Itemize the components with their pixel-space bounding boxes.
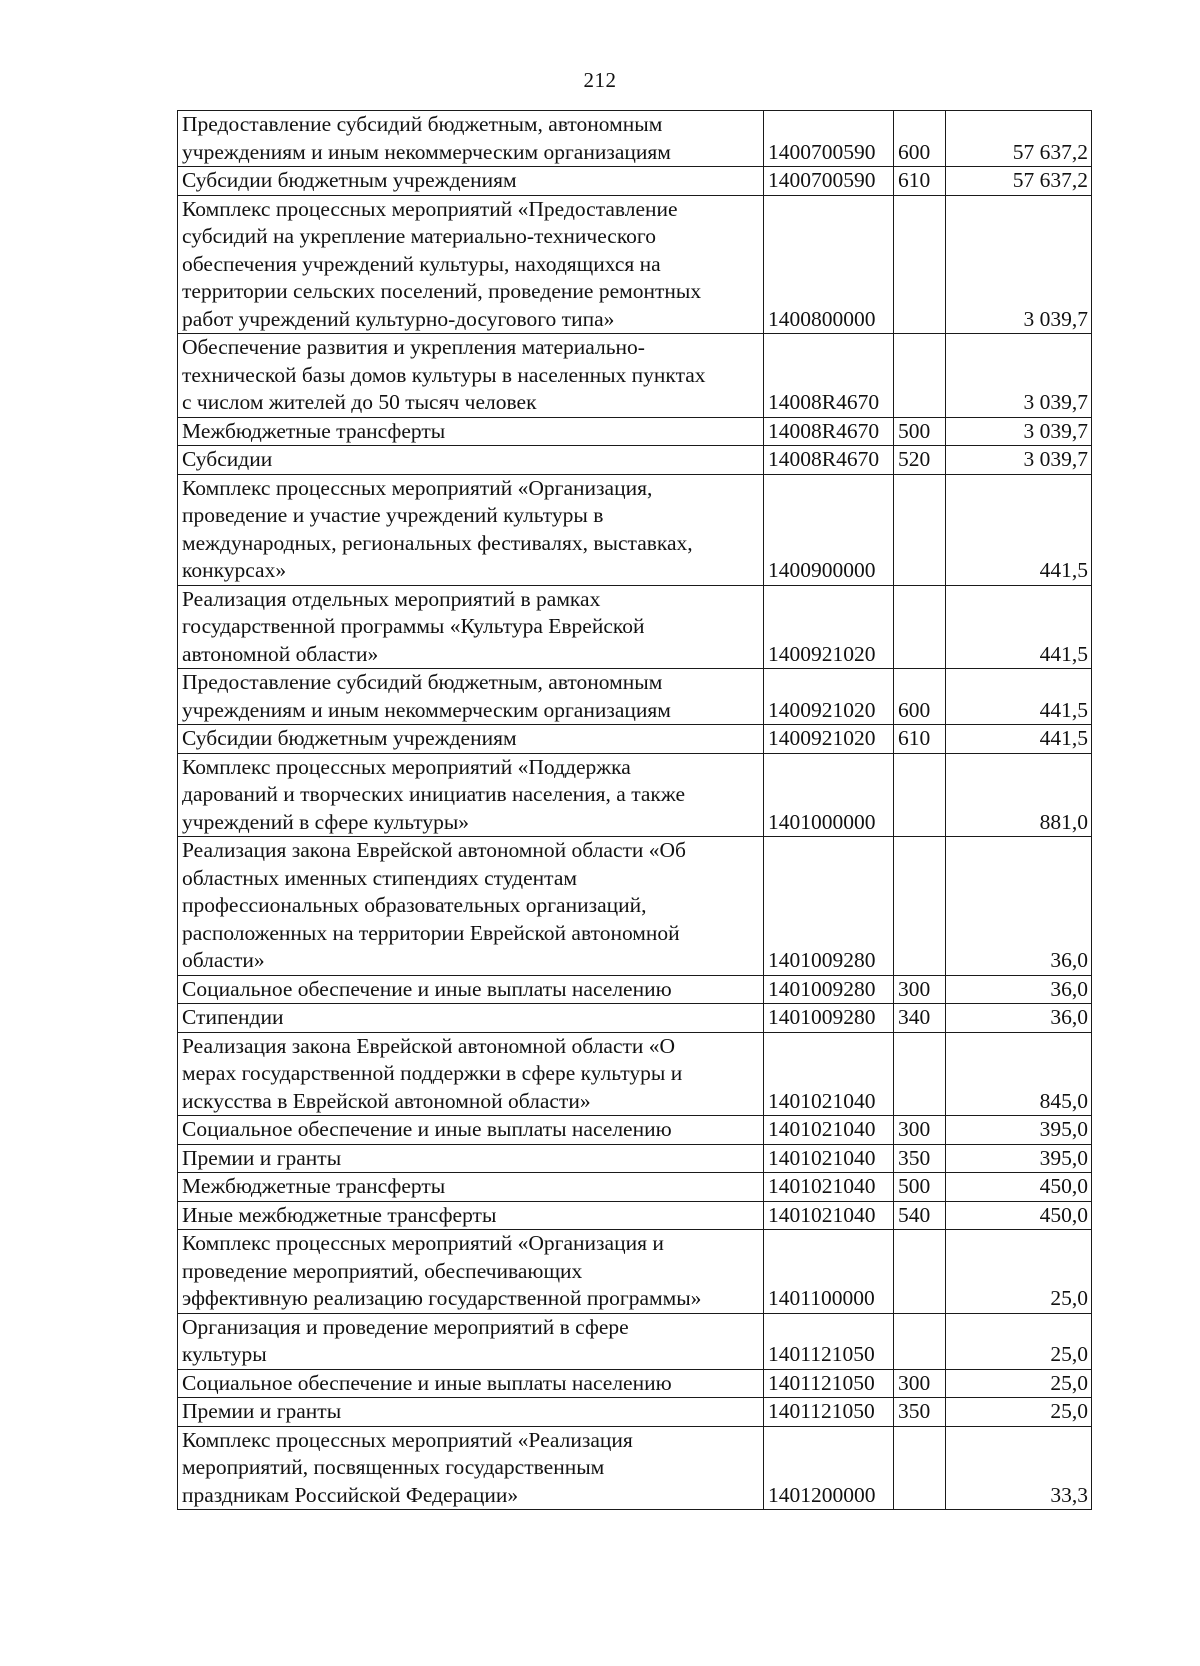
table-row <box>178 417 1092 446</box>
row-expense-type <box>894 1426 946 1510</box>
row-target-code: 1401121050 <box>764 1313 894 1369</box>
row-amount: 3 039,7 <box>946 417 1092 446</box>
row-expense-type: 500 <box>894 1173 946 1202</box>
row-target-code: 1400800000 <box>764 195 894 334</box>
row-expense-type: 540 <box>894 1201 946 1230</box>
row-expense-type: 610 <box>894 725 946 754</box>
row-expense-type <box>894 1313 946 1369</box>
row-target-code: 1400900000 <box>764 474 894 585</box>
row-amount: 881,0 <box>946 753 1092 837</box>
row-name: Комплекс процессных мероприятий «Организация, проведение и участие учреждений культуры в международных, региональных фестивалях, выставках, конкурсах» <box>178 474 764 585</box>
table-row <box>178 669 1092 725</box>
row-name: Предоставление субсидий бюджетным, автономным учреждениям и иным некоммерческим организациям <box>178 669 764 725</box>
row-name: Предоставление субсидий бюджетным, автономным учреждениям и иным некоммерческим организациям <box>178 111 764 167</box>
table-row <box>178 975 1092 1004</box>
row-expense-type: 610 <box>894 167 946 196</box>
row-target-code: 1401021040 <box>764 1144 894 1173</box>
row-amount: 395,0 <box>946 1144 1092 1173</box>
table-row <box>178 1313 1092 1369</box>
table-row <box>178 753 1092 837</box>
table-row <box>178 334 1092 418</box>
row-expense-type <box>894 1230 946 1314</box>
row-amount: 441,5 <box>946 585 1092 669</box>
row-name: Социальное обеспечение и иные выплаты населению <box>178 1369 764 1398</box>
row-name: Субсидии бюджетным учреждениям <box>178 725 764 754</box>
row-target-code: 1400921020 <box>764 725 894 754</box>
row-amount: 845,0 <box>946 1032 1092 1116</box>
row-target-code: 1400700590 <box>764 111 894 167</box>
budget-table-body <box>178 111 1092 1510</box>
row-target-code: 1401021040 <box>764 1201 894 1230</box>
table-row <box>178 1004 1092 1033</box>
row-expense-type: 350 <box>894 1398 946 1427</box>
row-expense-type: 520 <box>894 446 946 475</box>
row-target-code: 1401009280 <box>764 837 894 976</box>
table-row <box>178 1369 1092 1398</box>
row-target-code: 1401000000 <box>764 753 894 837</box>
row-expense-type: 350 <box>894 1144 946 1173</box>
row-amount: 25,0 <box>946 1369 1092 1398</box>
row-name: Иные межбюджетные трансферты <box>178 1201 764 1230</box>
row-target-code: 1400700590 <box>764 167 894 196</box>
row-name: Субсидии бюджетным учреждениям <box>178 167 764 196</box>
row-amount: 450,0 <box>946 1173 1092 1202</box>
row-expense-type: 340 <box>894 1004 946 1033</box>
table-row <box>178 1144 1092 1173</box>
table-row <box>178 474 1092 585</box>
row-amount: 25,0 <box>946 1398 1092 1427</box>
row-name: Организация и проведение мероприятий в сфере культуры <box>178 1313 764 1369</box>
row-name: Стипендии <box>178 1004 764 1033</box>
table-row <box>178 167 1092 196</box>
table-row <box>178 1426 1092 1510</box>
row-expense-type <box>894 1032 946 1116</box>
row-amount: 36,0 <box>946 837 1092 976</box>
row-amount: 57 637,2 <box>946 167 1092 196</box>
row-amount: 3 039,7 <box>946 446 1092 475</box>
row-name: Премии и гранты <box>178 1398 764 1427</box>
row-target-code: 1401009280 <box>764 975 894 1004</box>
row-target-code: 1401200000 <box>764 1426 894 1510</box>
budget-table <box>177 110 1092 1510</box>
row-target-code: 1401021040 <box>764 1032 894 1116</box>
page-number: 212 <box>583 68 617 92</box>
row-expense-type <box>894 195 946 334</box>
row-target-code: 14008R4670 <box>764 446 894 475</box>
row-expense-type <box>894 474 946 585</box>
table-row <box>178 1173 1092 1202</box>
row-name: Межбюджетные трансферты <box>178 1173 764 1202</box>
row-name: Социальное обеспечение и иные выплаты населению <box>178 1116 764 1145</box>
row-name: Реализация закона Еврейской автономной области «Об областных именных стипендиях студентам профессиональных образовательных организаций, расположенных на территории Еврейской автономной области» <box>178 837 764 976</box>
row-target-code: 1401121050 <box>764 1369 894 1398</box>
row-target-code: 1401100000 <box>764 1230 894 1314</box>
row-expense-type: 600 <box>894 669 946 725</box>
row-name: Премии и гранты <box>178 1144 764 1173</box>
row-expense-type <box>894 837 946 976</box>
row-amount: 36,0 <box>946 1004 1092 1033</box>
row-amount: 441,5 <box>946 474 1092 585</box>
row-target-code: 1401021040 <box>764 1116 894 1145</box>
row-amount: 33,3 <box>946 1426 1092 1510</box>
row-name: Комплекс процессных мероприятий «Реализация мероприятий, посвященных государственным праздникам Российской Федерации» <box>178 1426 764 1510</box>
row-target-code: 1401121050 <box>764 1398 894 1427</box>
table-row <box>178 195 1092 334</box>
row-amount: 395,0 <box>946 1116 1092 1145</box>
table-row <box>178 585 1092 669</box>
row-expense-type <box>894 753 946 837</box>
row-expense-type: 600 <box>894 111 946 167</box>
table-row <box>178 1116 1092 1145</box>
row-target-code: 1401021040 <box>764 1173 894 1202</box>
row-name: Комплекс процессных мероприятий «Поддержка дарований и творческих инициатив населения, а также учреждений в сфере культуры» <box>178 753 764 837</box>
table-row <box>178 111 1092 167</box>
row-expense-type <box>894 334 946 418</box>
row-name: Реализация отдельных мероприятий в рамках государственной программы «Культура Еврейской автономной области» <box>178 585 764 669</box>
row-expense-type: 300 <box>894 1116 946 1145</box>
row-amount: 25,0 <box>946 1230 1092 1314</box>
row-target-code: 14008R4670 <box>764 334 894 418</box>
row-name: Обеспечение развития и укрепления материально- технической базы домов культуры в населенных пунктах с числом жителей до 50 тысяч человек <box>178 334 764 418</box>
row-expense-type: 500 <box>894 417 946 446</box>
table-row <box>178 1201 1092 1230</box>
table-row <box>178 1398 1092 1427</box>
table-row <box>178 446 1092 475</box>
row-name: Субсидии <box>178 446 764 475</box>
row-name: Социальное обеспечение и иные выплаты населению <box>178 975 764 1004</box>
row-expense-type: 300 <box>894 1369 946 1398</box>
row-name: Межбюджетные трансферты <box>178 417 764 446</box>
row-amount: 3 039,7 <box>946 195 1092 334</box>
row-amount: 3 039,7 <box>946 334 1092 418</box>
row-amount: 441,5 <box>946 725 1092 754</box>
row-name: Комплекс процессных мероприятий «Предоставление субсидий на укрепление материально-технического обеспечения учреждений культуры, находящихся на территории сельских поселений, проведение ремонтных работ учреждений культурно-досугового типа» <box>178 195 764 334</box>
table-row <box>178 1230 1092 1314</box>
table-row <box>178 725 1092 754</box>
row-name: Комплекс процессных мероприятий «Организация и проведение мероприятий, обеспечивающих эффективную реализацию государственной программы» <box>178 1230 764 1314</box>
row-amount: 441,5 <box>946 669 1092 725</box>
row-amount: 36,0 <box>946 975 1092 1004</box>
row-target-code: 1400921020 <box>764 669 894 725</box>
table-row <box>178 1032 1092 1116</box>
row-expense-type: 300 <box>894 975 946 1004</box>
row-amount: 450,0 <box>946 1201 1092 1230</box>
row-target-code: 1400921020 <box>764 585 894 669</box>
table-row <box>178 837 1092 976</box>
row-expense-type <box>894 585 946 669</box>
row-target-code: 1401009280 <box>764 1004 894 1033</box>
row-amount: 25,0 <box>946 1313 1092 1369</box>
row-amount: 57 637,2 <box>946 111 1092 167</box>
row-name: Реализация закона Еврейской автономной области «О мерах государственной поддержки в сфере культуры и искусства в Еврейской автономной области» <box>178 1032 764 1116</box>
row-target-code: 14008R4670 <box>764 417 894 446</box>
